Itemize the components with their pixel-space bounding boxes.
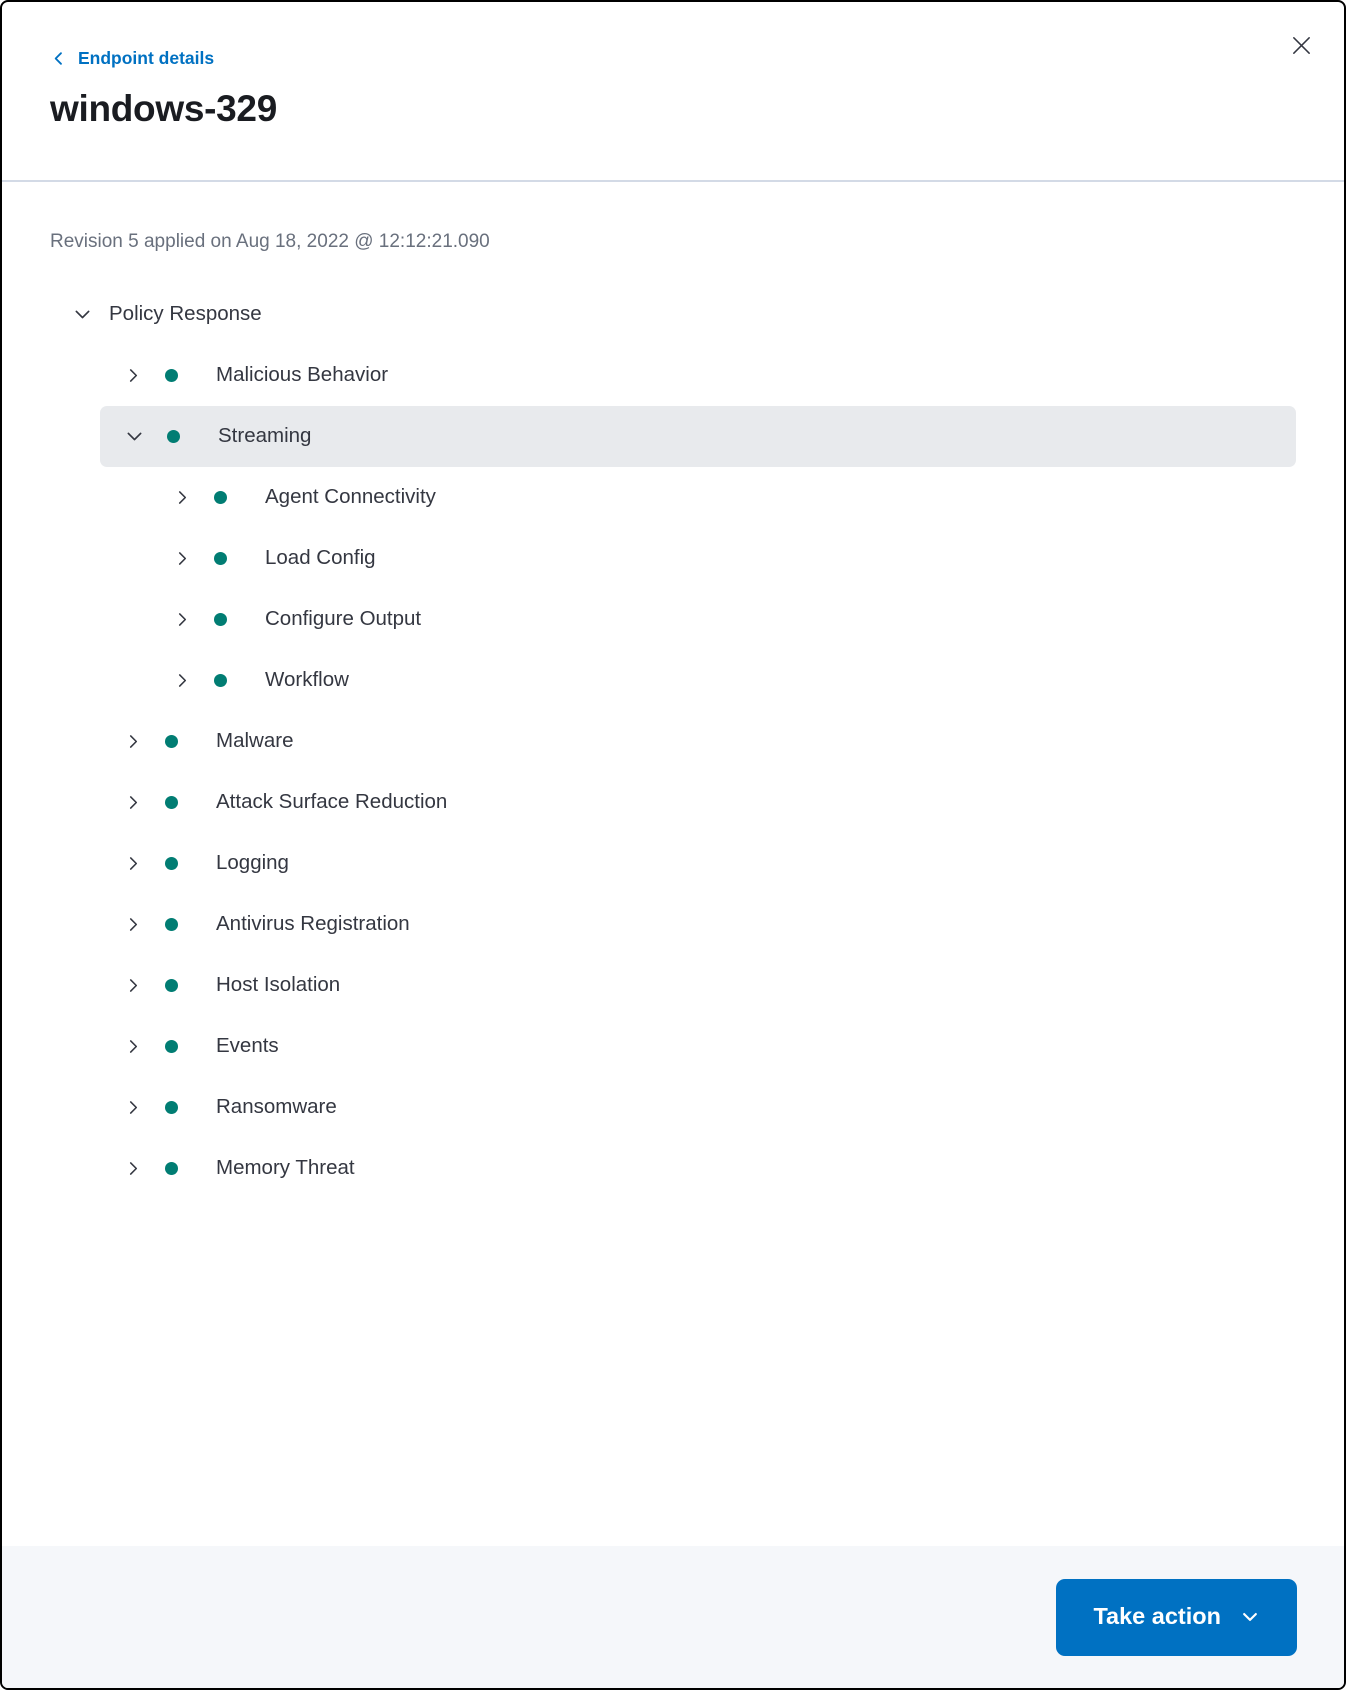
tree-item-label: Policy Response (109, 301, 262, 325)
tree-item-streaming[interactable] (100, 406, 1296, 467)
tree-item-malware[interactable] (100, 711, 1296, 772)
chevron-right-icon (124, 1158, 143, 1179)
status-dot (214, 613, 227, 626)
tree-item-label: Antivirus Registration (216, 911, 410, 935)
status-dot (165, 979, 178, 992)
tree-item-events[interactable] (100, 1016, 1296, 1077)
chevron-right-icon (124, 975, 143, 996)
status-dot (165, 369, 178, 382)
chevron-down-icon (124, 426, 145, 447)
tree-item-label: Events (216, 1033, 279, 1057)
tree-item-attack-surface-reduction[interactable] (100, 772, 1296, 833)
tree-item-label: Ransomware (216, 1094, 337, 1118)
tree-item-label: Malware (216, 728, 294, 752)
back-link[interactable] (50, 50, 214, 68)
tree-item-malicious-behavior[interactable] (100, 345, 1296, 406)
tree-item-label: Malicious Behavior (216, 362, 389, 386)
tree-item-label: Agent Connectivity (265, 484, 436, 508)
back-link-label: Endpoint details (78, 48, 215, 68)
tree-item-label: Streaming (218, 423, 312, 447)
chevron-right-icon (124, 792, 143, 813)
chevron-right-icon (173, 609, 192, 630)
close-icon (1290, 34, 1313, 57)
tree-item-host-isolation[interactable] (100, 955, 1296, 1016)
revision-text: Revision 5 applied on Aug 18, 2022 @ 12:12:21.090 (50, 230, 490, 252)
tree-item-ransomware[interactable] (100, 1077, 1296, 1138)
status-dot (165, 796, 178, 809)
status-dot (214, 674, 227, 687)
tree-item-label: Host Isolation (216, 972, 341, 996)
tree-item-memory-threat[interactable] (100, 1138, 1296, 1199)
tree-item-label: Load Config (265, 545, 376, 569)
tree-item-load-config[interactable] (149, 528, 1296, 589)
chevron-right-icon (124, 731, 143, 752)
flyout-header (2, 2, 1344, 180)
tree-item-logging[interactable] (100, 833, 1296, 894)
status-dot (165, 1040, 178, 1053)
tree-item-antivirus-registration[interactable] (100, 894, 1296, 955)
take-action-label: Take action (1093, 1603, 1221, 1630)
tree-item-label: Memory Threat (216, 1155, 355, 1179)
status-dot (214, 491, 227, 504)
tree-item-label: Configure Output (265, 606, 422, 630)
status-dot (165, 918, 178, 931)
status-dot (165, 1101, 178, 1114)
chevron-down-icon (1240, 1607, 1260, 1627)
status-dot (167, 430, 180, 443)
chevron-right-icon (124, 1097, 143, 1118)
tree-item-agent-connectivity[interactable] (149, 467, 1296, 528)
close-button[interactable] (1284, 28, 1318, 62)
tree-item-label: Attack Surface Reduction (216, 789, 448, 813)
chevron-left-icon (50, 50, 67, 67)
flyout-footer (2, 1546, 1344, 1688)
chevron-right-icon (173, 487, 192, 508)
take-action-button[interactable] (1056, 1579, 1297, 1656)
status-dot (165, 857, 178, 870)
chevron-right-icon (124, 853, 143, 874)
chevron-down-icon (72, 304, 93, 325)
page-title: windows-329 (50, 88, 277, 130)
tree-item-label: Logging (216, 850, 289, 874)
chevron-right-icon (124, 914, 143, 935)
tree-item-label: Workflow (265, 667, 349, 691)
policy-response-tree (50, 284, 1296, 1199)
tree-item-workflow[interactable] (149, 650, 1296, 711)
chevron-right-icon (124, 365, 143, 386)
tree-item-configure-output[interactable] (149, 589, 1296, 650)
status-dot (165, 1162, 178, 1175)
flyout-body (2, 182, 1344, 1546)
chevron-right-icon (173, 670, 192, 691)
status-dot (214, 552, 227, 565)
tree-item-policy-response[interactable] (50, 284, 1296, 345)
status-dot (165, 735, 178, 748)
chevron-right-icon (173, 548, 192, 569)
chevron-right-icon (124, 1036, 143, 1057)
